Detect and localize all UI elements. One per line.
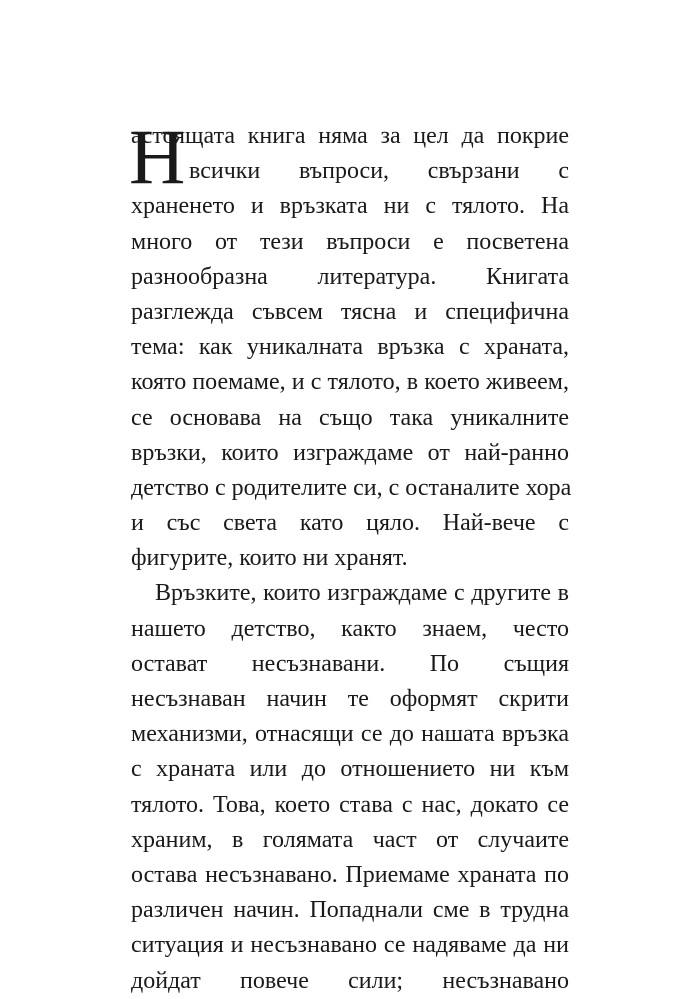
text-line: се основава на също така уникалните: [131, 404, 569, 431]
text-line: тема: как уникалната връзка с храната,: [131, 334, 569, 361]
text-line: механизми, отнасящи се до нашата връзка: [131, 721, 569, 748]
text-line: и със света като цяло. Най-вече с: [131, 510, 569, 537]
text-line: детство с родителите си, с останалите хора: [131, 474, 572, 501]
text-line: остават несъзнавани. По същия: [131, 650, 569, 677]
text-line: много от тези въпроси е посветена: [131, 228, 569, 255]
text-line: която поемаме, и с тялото, в което живеем,: [131, 369, 569, 396]
text-line: ситуация и несъзнавано се надяваме да ни: [131, 932, 569, 959]
text-line: Връзките, които изграждаме с другите в: [155, 580, 569, 607]
text-line: различен начин. Попаднали сме в трудна: [131, 897, 569, 924]
text-line: астоящата книга няма за цел да покрие: [131, 123, 569, 149]
drop-cap: Н: [129, 113, 186, 200]
text-line: нашето детство, както знаем, често: [131, 615, 569, 642]
text-line: храним, в голямата част от случаите: [131, 826, 569, 853]
text-line: фигурите, които ни хранят.: [131, 545, 408, 572]
text-line: разнообразна литература. Книгата: [131, 263, 569, 290]
text-line: всички въпроси, свързани с: [189, 158, 569, 185]
text-line: храненето и връзката ни с тялото. На: [131, 193, 569, 220]
text-line: тялото. Това, което става с нас, докато се: [131, 791, 569, 818]
text-line: разглежда съвсем тясна и специфична: [131, 298, 569, 325]
text-line: дойдат повече сили; несъзнавано: [131, 967, 569, 994]
text-line: несъзнаван начин те оформят скрити: [131, 686, 569, 712]
text-line: остава несъзнавано. Приемаме храната по: [131, 861, 569, 888]
text-line: с храната или до отношението ни към: [131, 756, 569, 783]
body-text: [129, 113, 572, 999]
text-line: връзки, които изграждаме от най-ранно: [131, 439, 569, 466]
